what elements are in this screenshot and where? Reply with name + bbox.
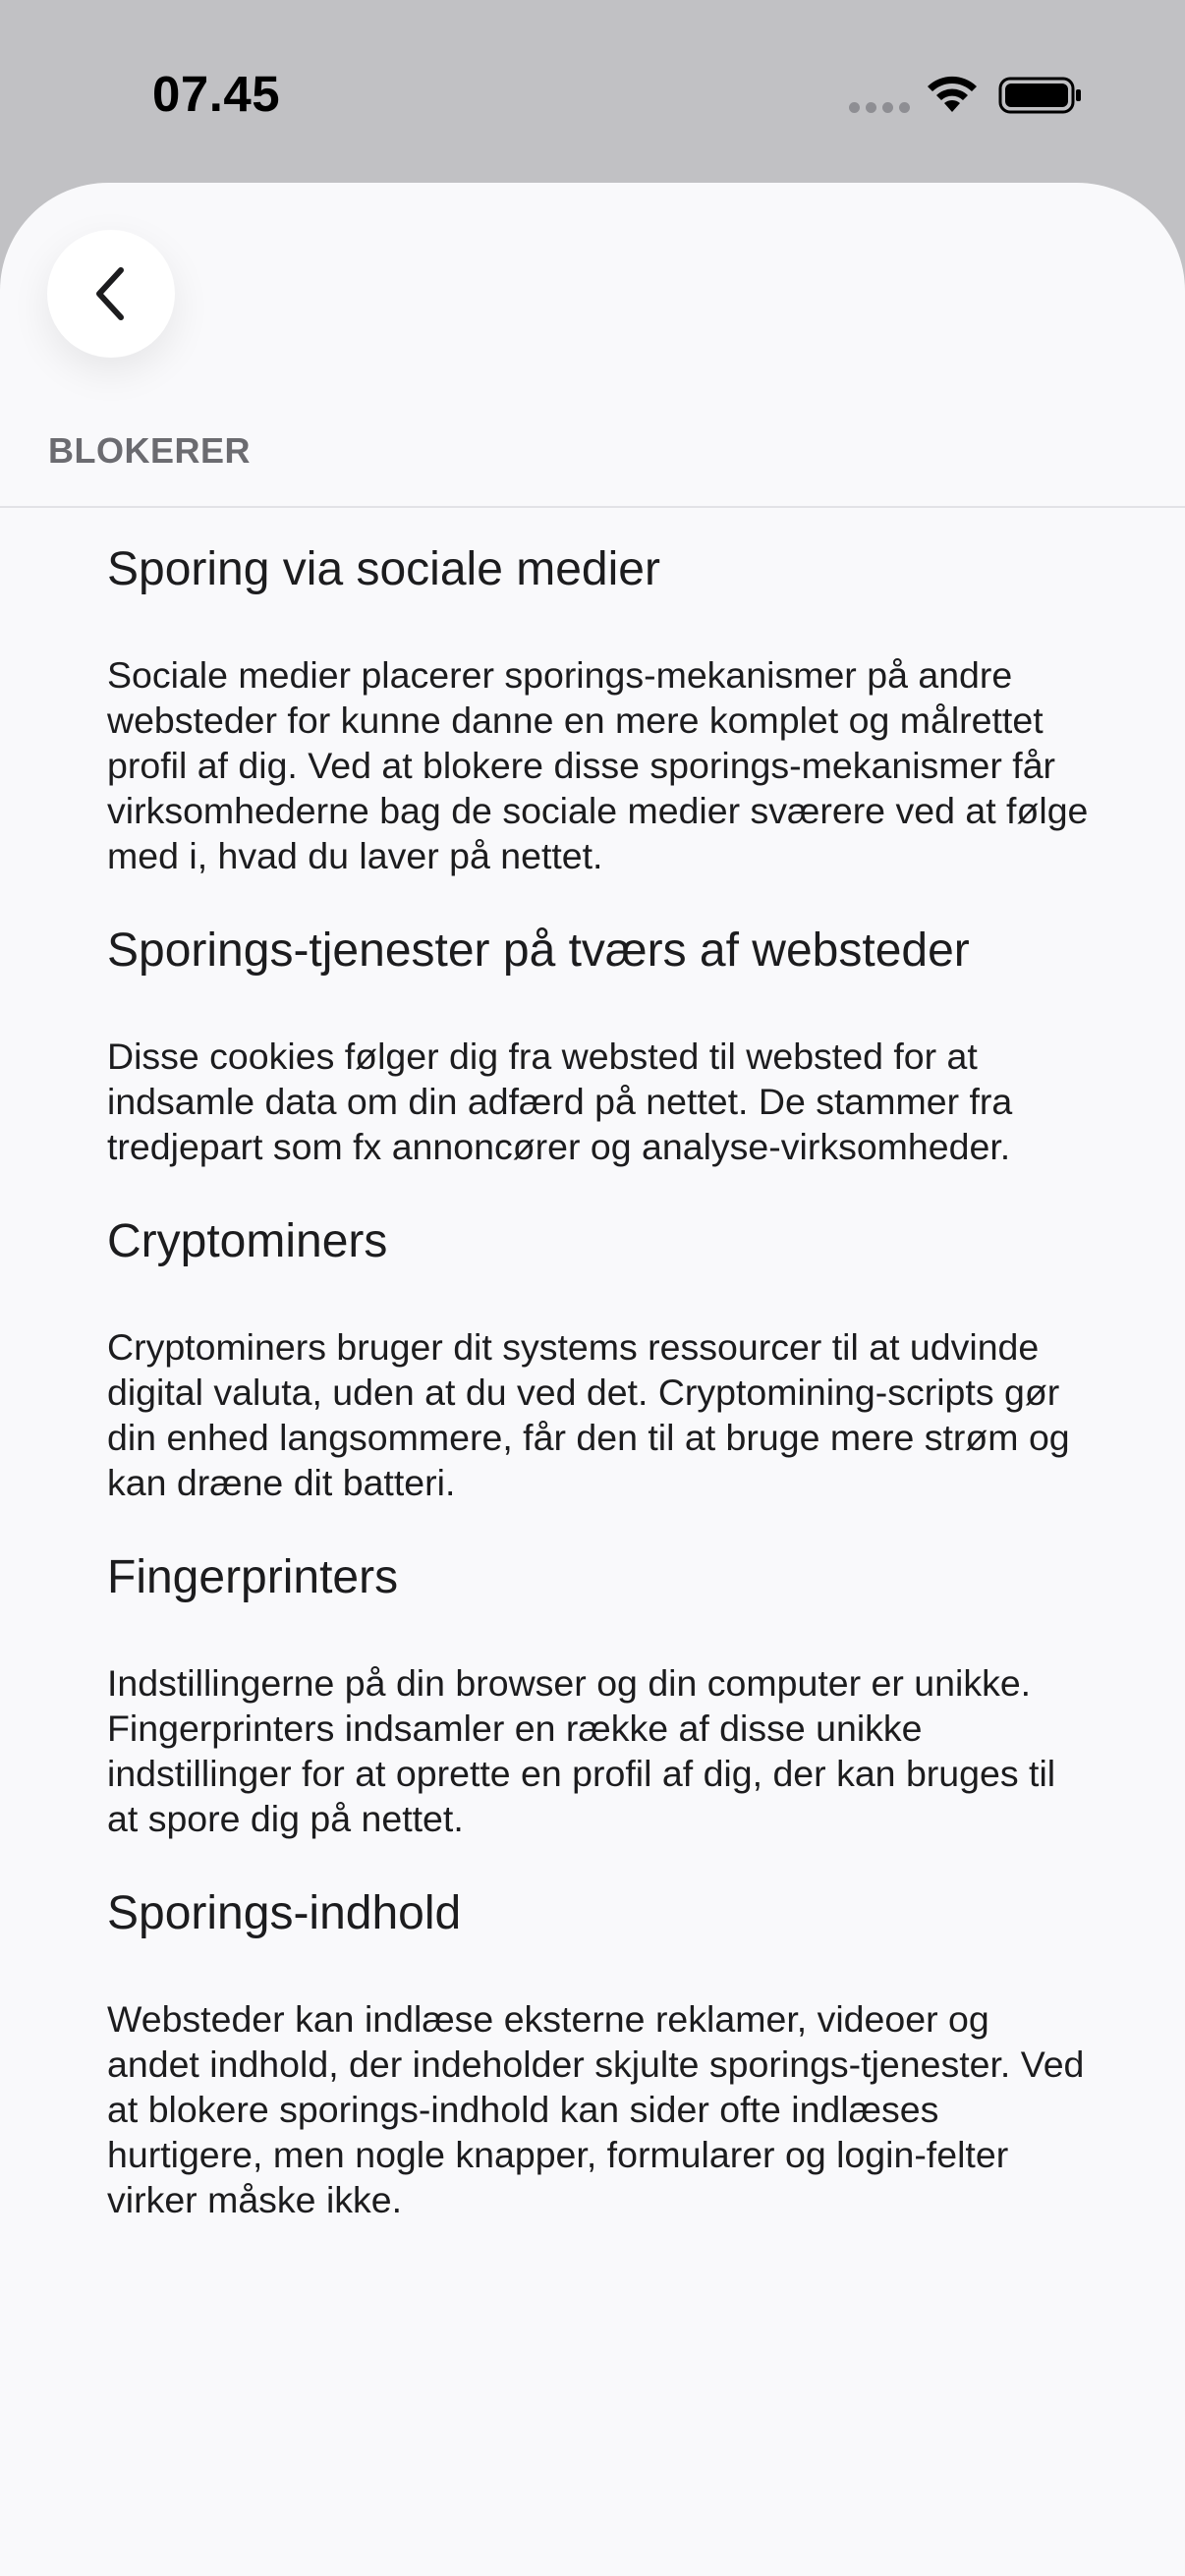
item-description: Cryptominers bruger dit systems ressourcer til at udvinde digital valuta, uden at du ved det. Cryptomining-scripts gør din enhed langsommere, får den til at bruge mere strøm og kan dræne dit batteri.	[107, 1326, 1070, 1503]
wifi-icon	[925, 73, 980, 114]
item-description: Websteder kan indlæse eksterne reklamer, videoer og andet indhold, der indeholder skjulte sporings-tjenester. Ved at blokere sporings-indhold kan sider ofte indlæses hurtigere, men nogle knapper, formularer og login-felter virker måske ikke.	[107, 1998, 1085, 2220]
item-title: Fingerprinters	[107, 1551, 399, 1603]
divider	[0, 506, 1185, 508]
item-title: Sporing via sociale medier	[107, 543, 660, 595]
list-item	[107, 920, 1090, 1169]
back-button[interactable]	[47, 230, 175, 358]
section-header: BLOKERER	[48, 430, 252, 471]
item-title: Cryptominers	[107, 1215, 388, 1267]
list-item	[107, 1546, 1090, 1841]
tracker-list	[107, 538, 1090, 2264]
item-description: Sociale medier placerer sporings-mekanismer på andre websteder for kunne danne en mere komplet og målrettet profil af dig. Ved at blokere disse sporings-mekanismer får virksomhederne bag de sociale medier sværere ved at følge med i, hvad du laver på nettet.	[107, 654, 1089, 876]
item-description: Disse cookies følger dig fra websted til websted for at indsamle data om din adfærd på nettet. De stammer fra tredjepart som fx annoncører og analyse-virksomheder.	[107, 1036, 1013, 1167]
item-description: Indstillingerne på din browser og din computer er unikke. Fingerprinters indsamler en række af disse unikke indstillinger for at oprette en profil af dig, der kan bruges til at spore dig på nettet.	[107, 1662, 1056, 1839]
tracking-protection-sheet	[0, 183, 1185, 2576]
item-title: Sporings-tjenester på tværs af websteder	[107, 924, 970, 977]
chevron-left-icon	[87, 264, 135, 323]
status-time: 07.45	[152, 66, 281, 122]
list-item	[107, 538, 1090, 878]
signal-dots-icon	[849, 102, 910, 113]
item-title: Sporings-indhold	[107, 1887, 462, 1939]
list-item	[107, 1210, 1090, 1505]
list-item	[107, 1882, 1090, 2222]
battery-icon	[998, 75, 1083, 116]
status-bar	[0, 0, 1185, 183]
